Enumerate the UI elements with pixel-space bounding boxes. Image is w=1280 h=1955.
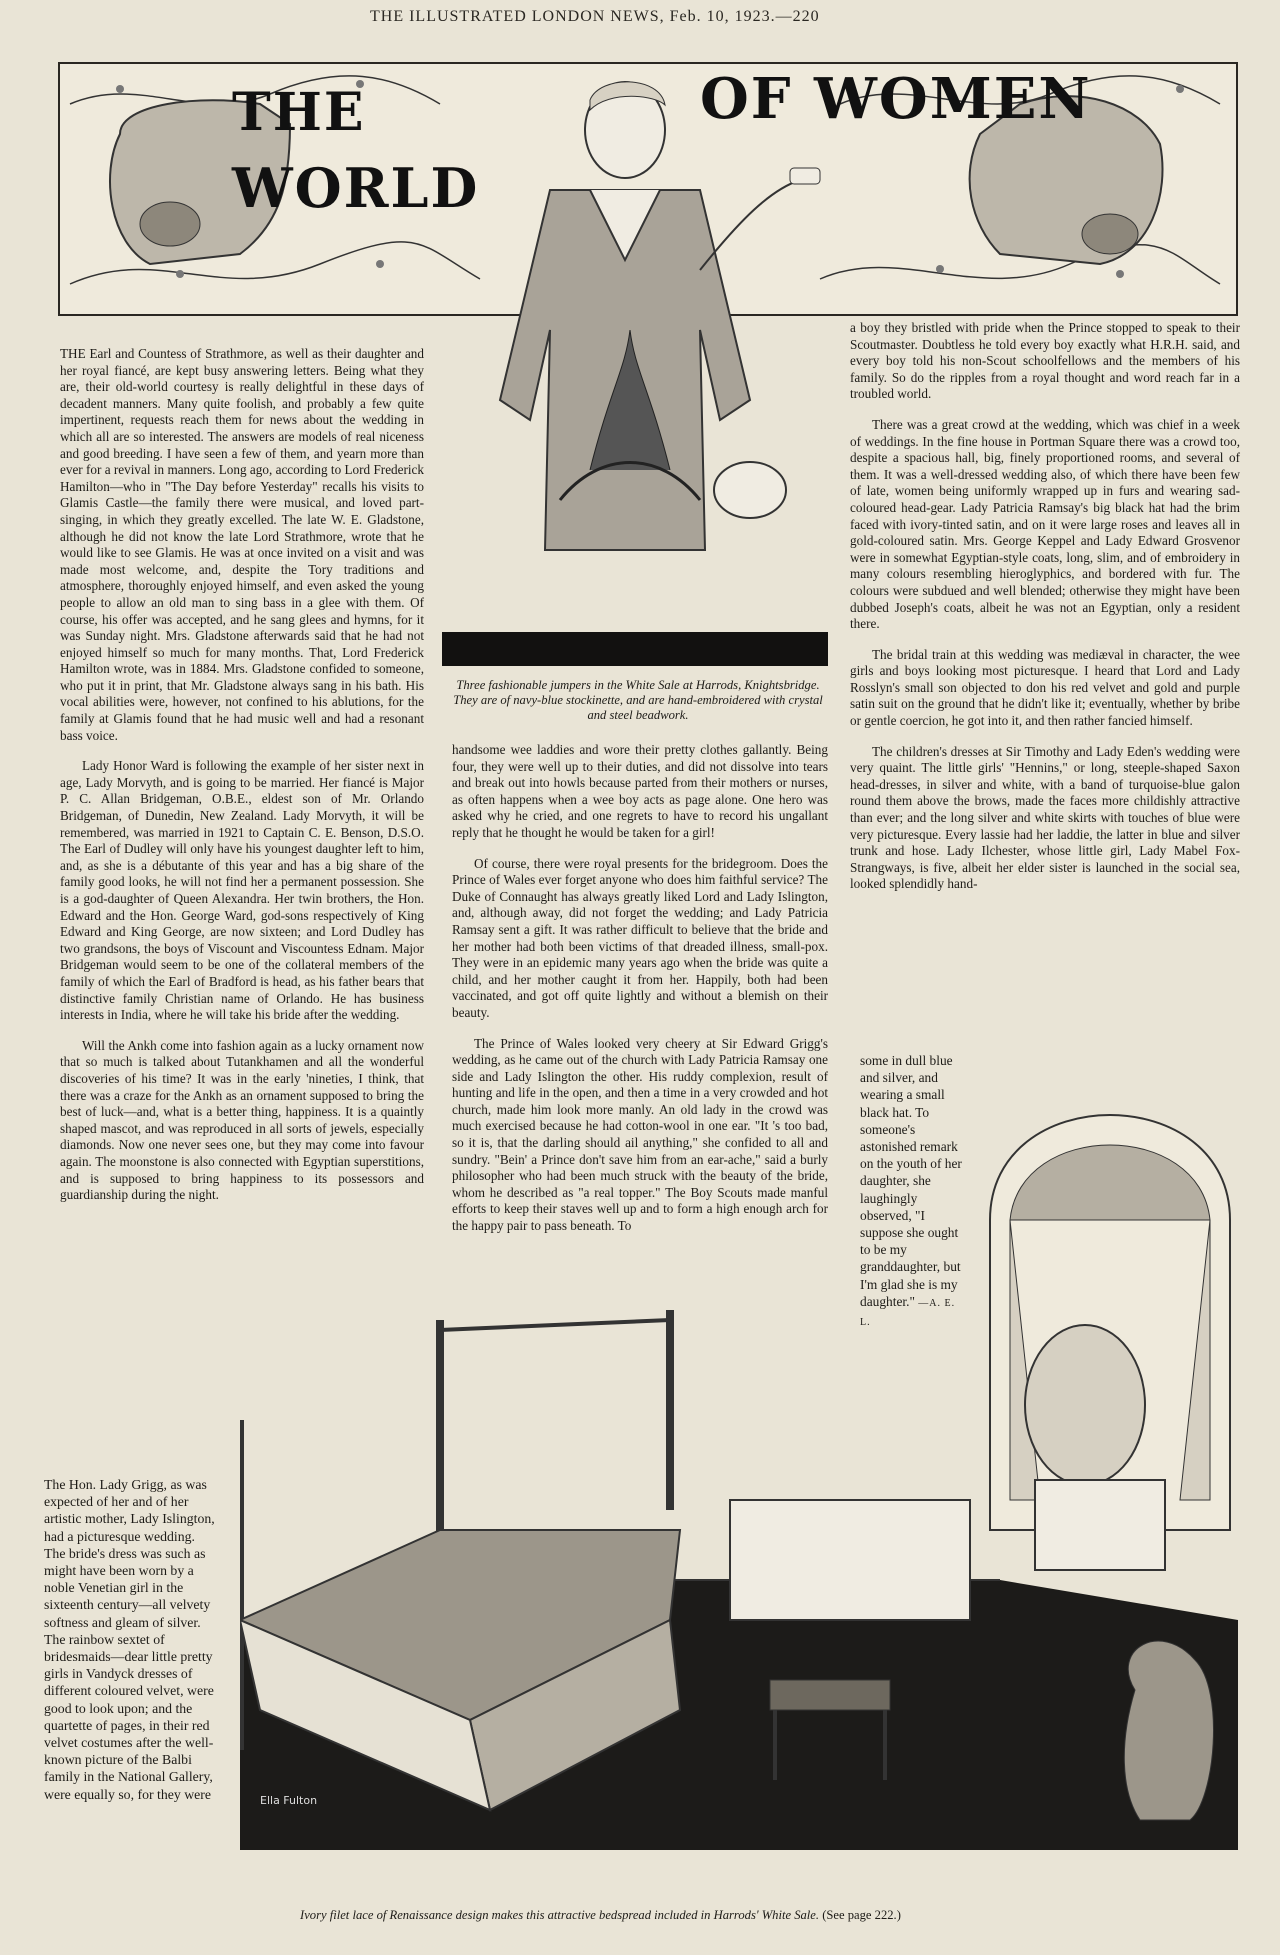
- article-continuation: some in dull blue and silver, and wearing a small black hat. To someone's astonished remark on the youth of her daughter, she laughingly observed, "I suppose she ought to be my granddaughter, but I'm glad she is my daughter.": [860, 1053, 962, 1309]
- jumpers-caption: Three fashionable jumpers in the White Sale at Harrods, Knightsbridge. They are of navy-blue stockinette, and are hand-embroidered with crystal and steel beadwork.: [453, 678, 823, 722]
- bedroom-illustration: [240, 1060, 1238, 1850]
- running-head: THE ILLUSTRATED LONDON NEWS, Feb. 10, 1923.—220: [370, 8, 820, 25]
- article-paragraph: Lady Honor Ward is following the example of her sister next in age, Lady Morvyth, and is going to be married. Her fiancé is Major P. C. Allan Bridgeman, O.B.E., eldest son of Mr. Orlando Bridgeman, of Dunedin, New Zealand. Lady Morvyth, it will be remembered, was married in 1921 to Captain C. E. Benson, D.S.O. The Earl of Dudley will only have his youngest daughter left to him, and, as she is a débutante of this year and has a big share of the family good looks, he will not find her a permanent possession. She is a god-daughter of Queen Alexandra. Her twin brothers, the Hon. Edward and the Hon. George Ward, god-sons respectively of King Edward and King George, are now sixteen; and Lord Dudley has two grandsons, the boys of Viscount and Viscountess Ednam. Major Bridgeman would seem to be one of the collateral members of the family of which the Earl of Bradford is head, as his father bears that distinctive family Christian name of Orlando. He has business interests in India, where he will take his bride after the wedding.: [60, 758, 424, 1023]
- fashion-jumper-illustration: [420, 70, 840, 645]
- article-paragraph: Will the Ankh come into fashion again as a lucky ornament now that so much is talked about Tutankhamen and all the wonderful discoveries of his time? It was in the early 'nineties, I think, that there was a craze for the Ankh as an ornament supposed to bring the best of luck—and, what is a better thing, happiness. It is a quaintly shaped mascot, and was reproduced in all sorts of jewels, especially diamonds. Now one never sees one, but they may come into favour again. The moonstone is also connected with Egyptian superstitions, and is supposed to bring happiness to its possessors and guardianship during the night.: [60, 1037, 424, 1203]
- article-paragraph: THE Earl and Countess of Strathmore, as well as their daughter and her royal fiancé, are kept busy answering letters. Being what they are, their old-world courtesy is really delightful in these days of decadent manners. Many quite foolish, and probably a few quite impertinent, requests reach them for news about the wedding in which all are so interested. The answers are models of real niceness and good breeding. I have seen a few of them, and yearn more than ever for a revival in manners. Long ago, according to Lord Frederick Hamilton—who in "The Day before Yesterday" recalls his visits to Glamis Castle—the family there were musical, and loved part-singing, in which they greatly excelled. The late W. E. Gladstone, although he did not know the late Lord Strathmore, wrote that he would like to see Glamis. He was at once invited on a visit and was made most welcome, and, despite the Tory traditions and atmosphere, thoroughly enjoyed himself, and even asked the young people to allow an old man to sing bass in a glee with them. Of course, his offer was accepted, and he sang glees and hymns, for it was Sunday night. Mrs. Gladstone afterwards said that he had not enjoyed himself so much for many months. That, Lord Frederick Hamilton wrote, was in 1884. Mrs. Gladstone confided to someone, who put it in print, that Mr. Gladstone always sang in his bath. His vocal abilities were, however, not confined to his ablutions, for the family at Glamis found that he had music well and had a resonant bass voice.: [60, 346, 424, 743]
- article-paragraph: The Hon. Lady Grigg, as was expected of her and of her artistic mother, Lady Islington, had a picturesque wedding. The bride's dress was such as might have been worn by a noble Venetian girl in the sixteenth century—all velvety softness and gleam of silver. The rainbow sextet of bridesmaids—dear little pretty girls in Vandyck dresses of different coloured velvet, were good to look upon; and the quartette of pages, in their red velvet costumes after the well-known picture of the Balbi family in the National Gallery, were equally so, for they were: [44, 1477, 215, 1802]
- title-world: WORLD: [232, 156, 480, 220]
- article-paragraph: handsome wee laddies and wore their pretty clothes gallantly. Being four, they were well up to their duties, and did not dissolve into tears and break out into howls because parted from their mothers or nurses, as often happens when a wee boy acts as page alone. One hero was asked why he cried, and one regrets to have to record his ungallant reply that he thought he would be taken for a girl!: [452, 742, 828, 840]
- author-signature: —A. E. L.: [860, 1297, 956, 1329]
- title-the: THE: [232, 82, 366, 143]
- artist-signature: Ella Fulton: [260, 1794, 318, 1807]
- article-paragraph: The Prince of Wales looked very cheery at Sir Edward Grigg's wedding, as he came out of the church with Lady Patricia Ramsay one side and Lady Islington the other. His ruddy complexion, result of hunting and life in the open, and then a time in a very crowded and hot church, made him look more manly. An old lady in the crowd was much exercised because he had cotton-wool in one ear. "It 's too bad, so it is, that the darling should ail anything," she confided to all and sundry. "Bein' a Prince don't save him from an ear-ache," said a burly philosopher who had been much struck with the beauty of the bride, whom he described as "a real topper." The Boy Scouts made manful efforts to keep their staves well up and to form a high enough arch for the happy pair to pass beneath. To: [452, 1035, 828, 1234]
- bedspread-caption: [300, 1908, 1220, 1923]
- bedspread-caption-text: Ivory filet lace of Renaissance design makes this attractive bedspread included in Harrods' White Sale.: [300, 1908, 820, 1922]
- left-narrow-column: [44, 1476, 216, 1817]
- right-column: [850, 320, 1240, 907]
- article-paragraph: The bridal train at this wedding was mediæval in character, the wee girls and boys looking most picturesque. I heard that Lord and Lady Rosslyn's small son objected to don his red velvet and gold and purple satin suit on the ground that he didn't like it; eventually, whether by bribe or gentle coercion, he got into it, and then rather fancied himself.: [850, 646, 1240, 729]
- illustration-bar: [442, 632, 828, 666]
- title-of-women: OF WOMEN: [700, 66, 1092, 132]
- article-paragraph: The children's dresses at Sir Timothy and Lady Eden's wedding were very quaint. The little girls' "Hennins," or long, steeple-shaped Saxon head-dresses, in silver and white, with a band of turquoise-blue galon round them above the brows, made the faces more childishly attractive than ever; and the long silver and white skirts with touches of blue were very picturesque. Every lassie had her laddie, the latter in blue and silver trunk and hose. Lady Ilchester, whose little girl, Lady Mabel Fox-Strangways, is five, albeit her elder sister is launched in the social sea, looked splendidly hand-: [850, 743, 1240, 892]
- article-paragraph: a boy they bristled with pride when the Prince stopped to speak to their Scoutmaster. Doubtless he told every boy exactly what H.R.H. said, and every boy told his non-Scout schoolfellows and the members of his family. So do the ripples from a royal thought and word reach far in a troubled world.: [850, 320, 1240, 402]
- article-paragraph: There was a great crowd at the wedding, which was chief in a week of weddings. In the fine house in Portman Square there was a crowd too, despite a spacious hall, big, finely proportioned rooms, and several of them. It was a well-dressed wedding also, of which there have been few of late, women being uniformly wrapped up in furs and wearing sad-coloured head-gear. Lady Patricia Ramsay's big black hat had the brim faced with ivory-tinted satin, and on it were large roses and leaves all in gold-coloured satin. Mrs. George Keppel and Lady Edward Grosvenor were in somewhat Egyptian-style coats, long, slim, and of embroidery in many colours resembling hieroglyphics, and bordered with fur. The colours were subdued and well blended; otherwise they might have been dubbed Joseph's coats, albeit he was not an Egyptian, only a resident there.: [850, 416, 1240, 632]
- see-page-note: (See page 222.): [822, 1908, 901, 1922]
- article-paragraph: Of course, there were royal presents for the bridegroom. Does the Prince of Wales ever forget anyone who does him faithful service? The Duke of Connaught has always greatly liked Lord and Lady Islington, and, although away, did not forget the wedding; and Lady Patricia Ramsay sent a gift. It was rather difficult to believe that the bride and her mother had both been victims of that dreaded illness, small-pox. They were in an epidemic many years ago when the bride was quite a child, and her mother caught it from her. Happily, both had been vaccinated, and got off quite lightly and without a blemish on their beauty.: [452, 855, 828, 1020]
